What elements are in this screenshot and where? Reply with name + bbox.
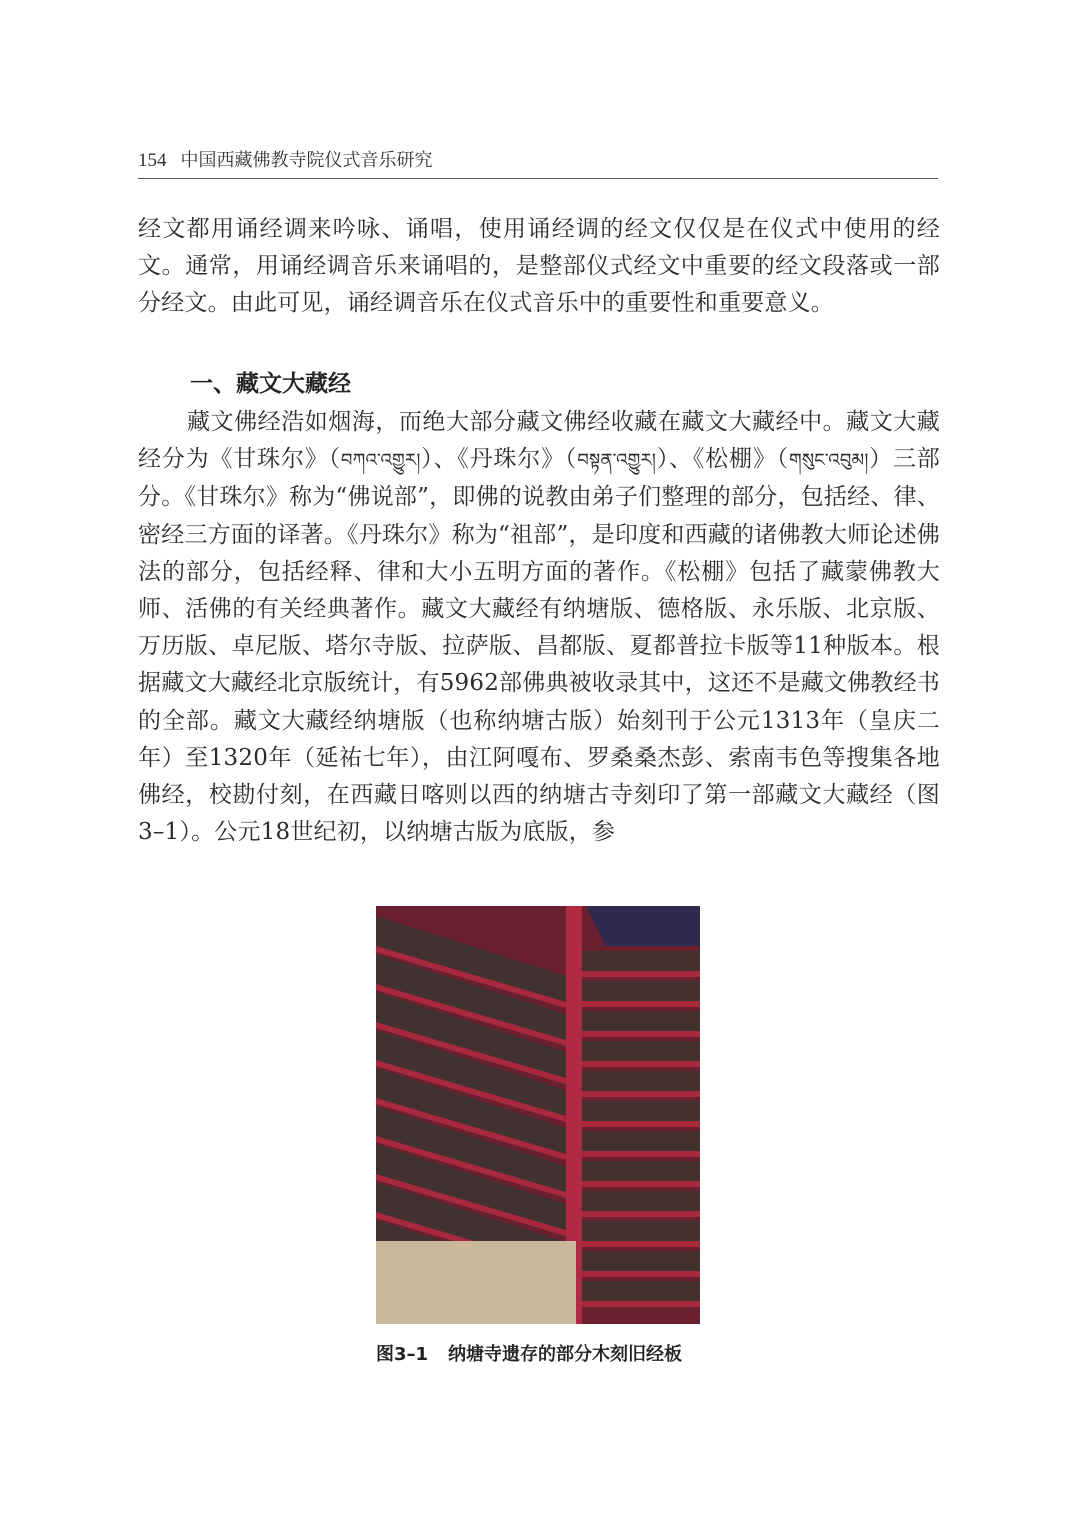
woodblock-row	[582, 1251, 700, 1271]
book-title: 中国西藏佛教寺院仪式音乐研究	[180, 150, 433, 171]
woodblock-row	[582, 1041, 700, 1061]
lower-shelf-light-blocks	[376, 1241, 576, 1324]
woodblock-row	[582, 1011, 700, 1031]
shelf-plank	[582, 971, 700, 977]
paragraph-tibetan-canon	[138, 404, 940, 851]
section-heading: 一、藏文大藏经	[190, 371, 351, 397]
figure-caption	[376, 1342, 706, 1368]
tibetan-sungbum: གསུང་འབུམ།	[788, 450, 869, 472]
figure-label: 图3–1	[376, 1344, 429, 1365]
paragraph-text-b: ）、《丹珠尔》（	[420, 446, 578, 473]
shelf-plank	[582, 1181, 700, 1187]
shelf-plank	[582, 1001, 700, 1007]
woodblock-row	[582, 1101, 700, 1121]
woodblock-row	[582, 981, 700, 1001]
paragraph-text-c: ）、《松棚》（	[656, 446, 789, 473]
shelf-plank	[582, 1121, 700, 1127]
figure-caption-text: 纳塘寺遗存的部分木刻旧经板	[448, 1344, 683, 1365]
woodblock-row	[582, 1131, 700, 1151]
woodblock-row	[582, 1161, 700, 1181]
shelf-plank	[582, 1211, 700, 1217]
woodblock-row	[582, 1281, 700, 1301]
woodblock-row	[582, 1221, 700, 1241]
shelf-plank	[582, 1301, 700, 1307]
shelf-plank	[582, 1061, 700, 1067]
shelf-plank	[582, 1271, 700, 1277]
woodblock-row	[582, 951, 700, 971]
shelf-plank	[582, 1091, 700, 1097]
paragraph-text-a: 藏文佛经浩如烟海，而绝大部分藏文佛经收藏在藏文大藏经中。藏文大藏经分为《甘珠尔》（	[138, 409, 940, 473]
shelf-plank	[582, 1151, 700, 1157]
shelf-plank	[582, 1241, 700, 1247]
woodblock-shelves-photo	[376, 906, 700, 1324]
tibetan-tengyur: བསྟན་འགྱུར།	[577, 450, 657, 472]
header-rule	[138, 178, 938, 179]
woodblock-row	[582, 1071, 700, 1091]
woodblock-row	[582, 1191, 700, 1211]
page-number: 154	[138, 150, 167, 171]
tibetan-kangyur: བཀའ་འགྱུར།	[340, 450, 421, 472]
paragraph-continued: 经文都用诵经调来吟咏、诵唱，使用诵经调的经文仅仅是在仪式中使用的经文。通常，用诵经调音乐来诵唱的，是整部仪式经文中重要的经文段落或一部分经文。由此可见，诵经调音乐在仪式音乐中的重要性和重要意义。	[138, 216, 940, 317]
shelf-plank	[582, 1031, 700, 1037]
ceiling-beams	[586, 906, 700, 946]
paragraph-text-d: ）三部分。《甘珠尔》称为“佛说部”，即佛的说教由弟子们整理的部分，包括经、律、密经三方面的译著。《丹珠尔》称为“祖部”，是印度和西藏的诸佛教大师论述佛法的部分，包括经释、律和大小五明方面的著作。《松棚》包括了藏蒙佛教大师、活佛的有关经典著作。藏文大藏经有纳塘版、德格版、永乐版、北京版、万历版、卓尼版、塔尔寺版、拉萨版、昌都版、夏都普拉卡版等11种版本。根据藏文大藏经北京版统计，有5962部佛典被收录其中，这还不是藏文佛教经书的全部。藏文大藏经纳塘版（也称纳塘古版）始刻刊于公元1313年（皇庆二年）至1320年（延祐七年），由江阿嘎布、罗桑桑杰彭、索南韦色等搜集各地佛经，校勘付刻，在西藏日喀则以西的纳塘古寺刻印了第一部藏文大藏经（图3–1）。公元18世纪初，以纳塘古版为底版，参	[138, 446, 940, 846]
running-head	[138, 148, 938, 174]
figure-woodblock-shelves	[376, 906, 700, 1324]
